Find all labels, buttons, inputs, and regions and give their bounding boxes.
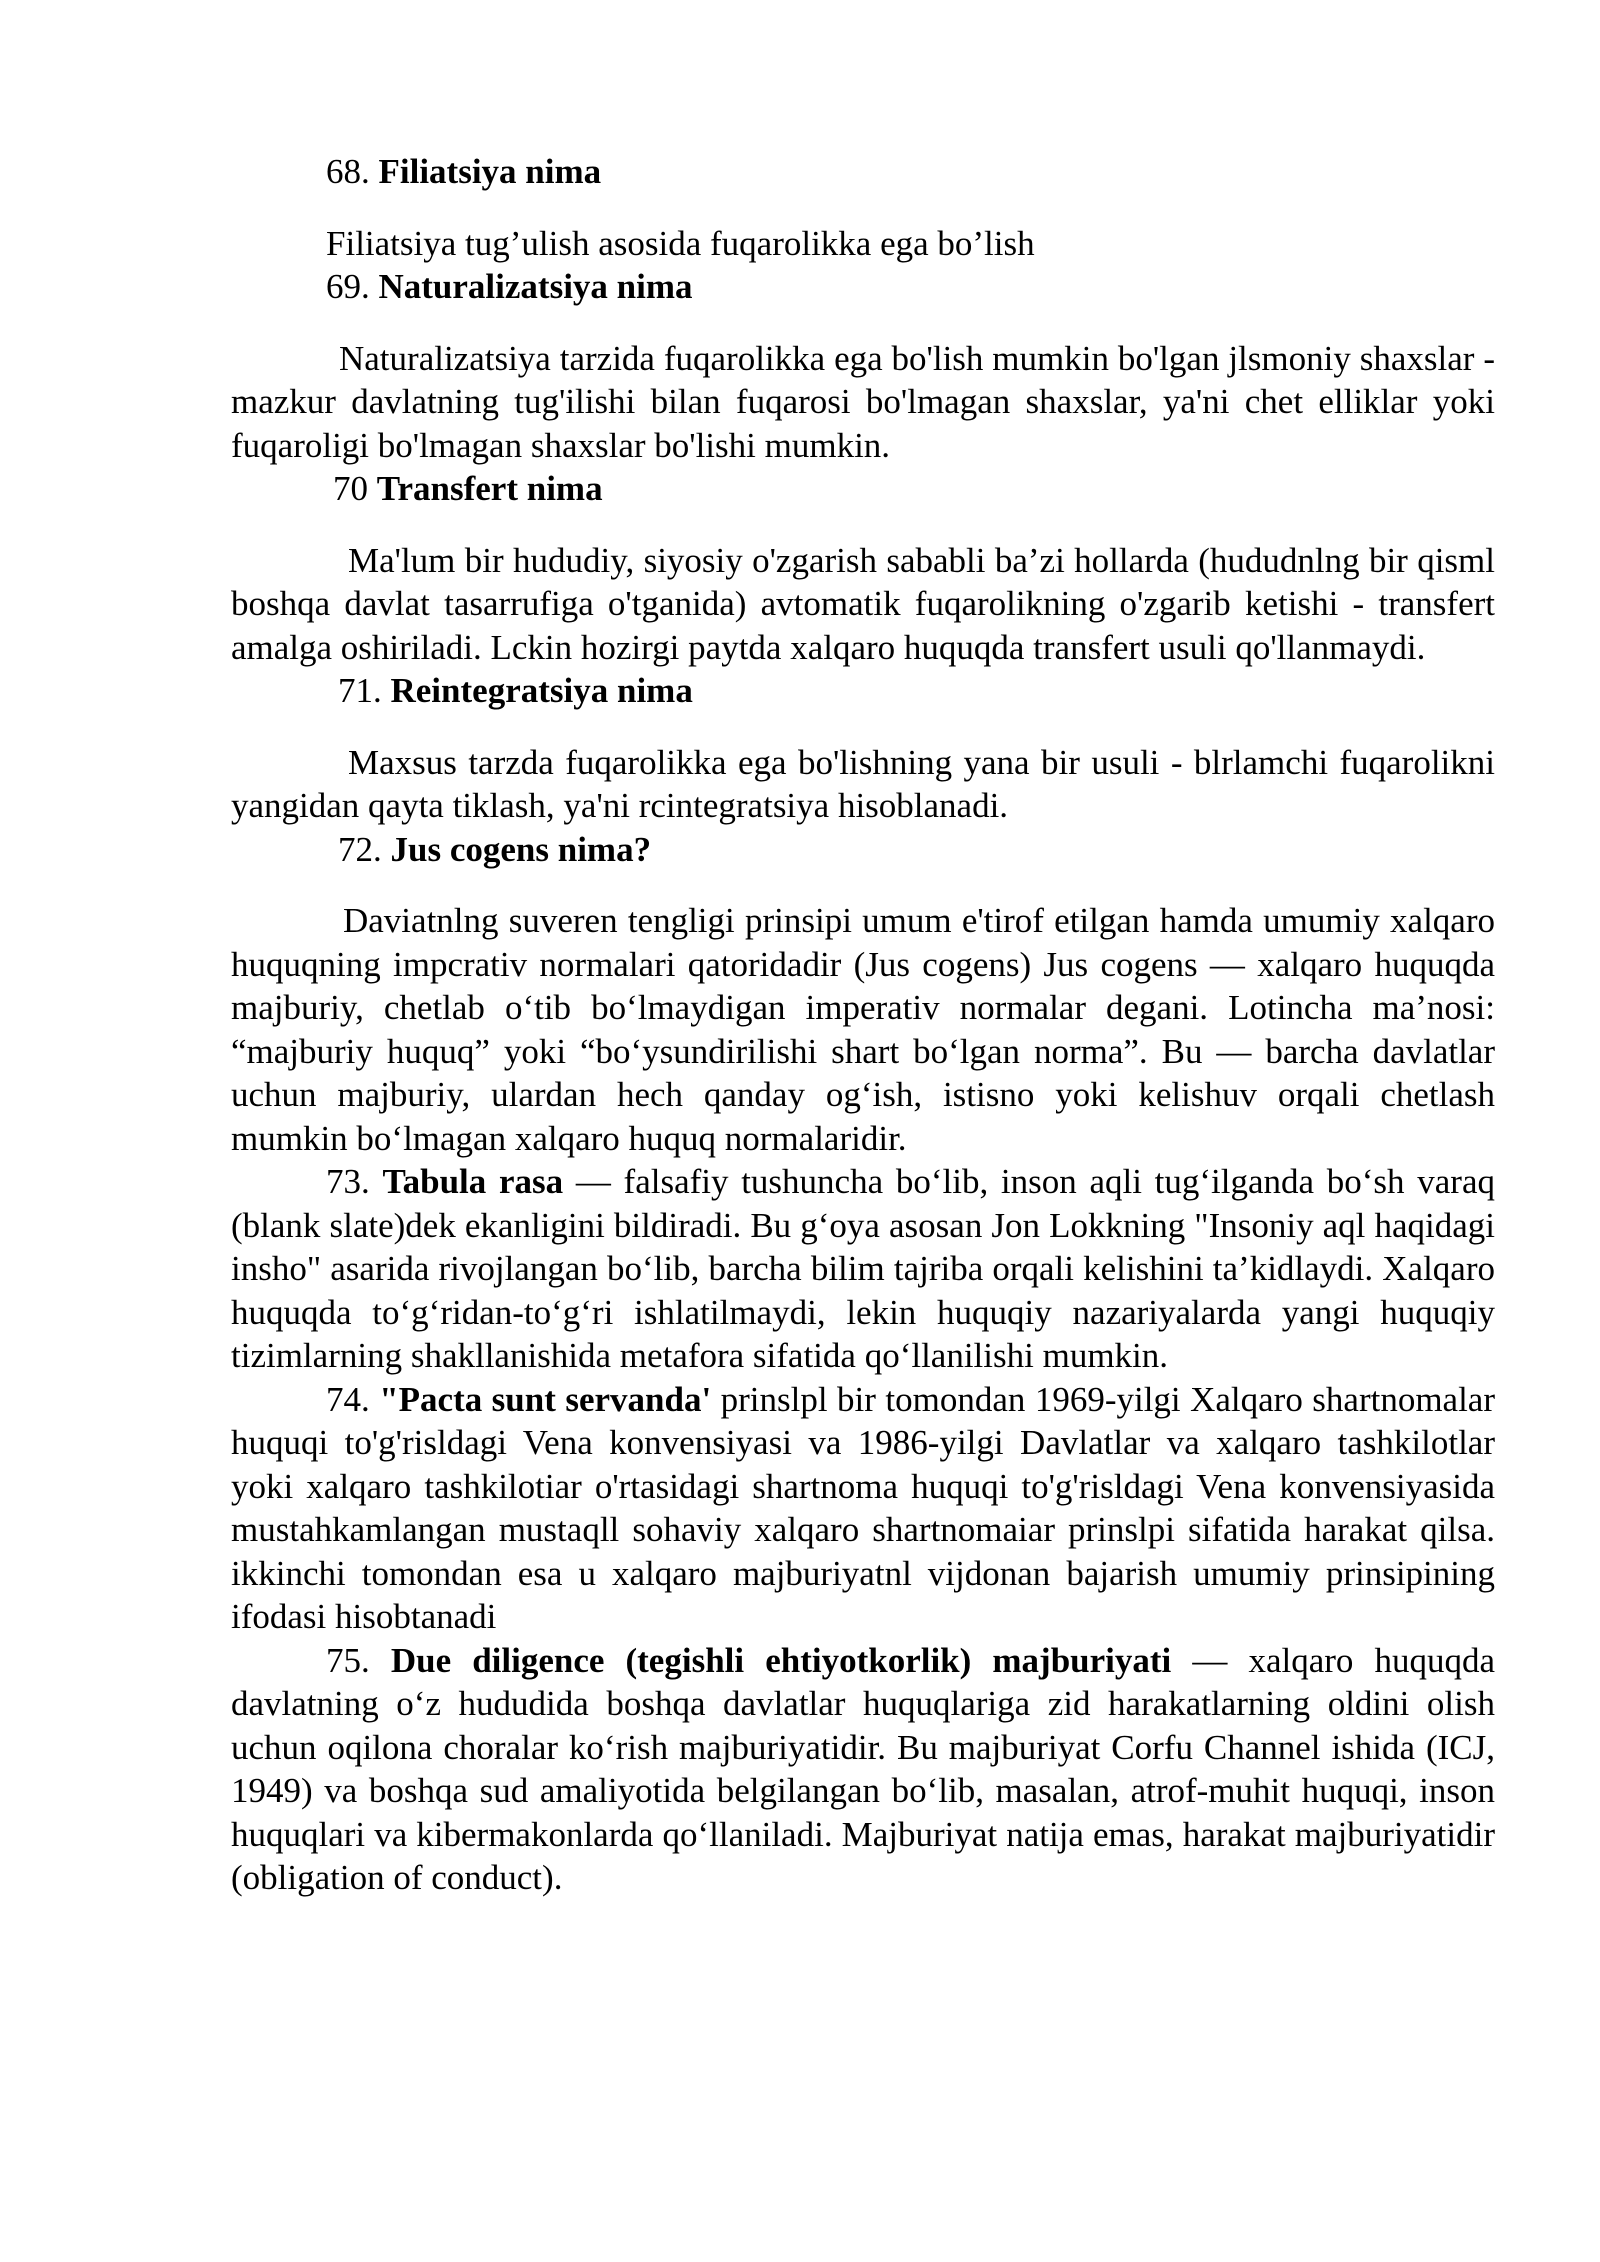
item-number: 70 bbox=[333, 469, 368, 508]
question-heading bbox=[231, 150, 1495, 194]
answer-paragraph: Maxsus tarzda fuqarolikka ega bo'lishning yana bir usuli - blrlamchi fuqarolikni yangidan qayta tiklash, ya'ni rcintegratsiya hisoblanadi. bbox=[231, 742, 1495, 825]
answer-paragraph: Daviatnlng suveren tengligi prinsipi umum e'tirof etilgan hamda umumiy xalqaro huquqning impcrativ normalari qatoridadir (Jus cogens) Jus cogens — xalqaro huquqda majburiy, chetlab o‘tib bo‘lmaydigan imperativ normalar degani. Lotincha ma’nosi: “majburiy huquq” yoki “bo‘ysundirilishi shart bo‘lgan norma”. Bu — barcha davlatlar uchun majburiy, ulardan hech qanday og‘ish, istisno yoki kelishuv orqali chetlash mumkin bo‘lmagan xalqaro huquq normalaridir. bbox=[231, 901, 1495, 1158]
definition-paragraph bbox=[231, 1639, 1495, 1900]
answer-paragraph: Naturalizatsiya tarzida fuqarolikka ega bo'lish mumkin bo'lgan jlsmoniy shaxslar - mazkur davlatning tug'ilishi bilan fuqarosi bo'lmagan shaxslar, ya'ni chet elliklar yoki fuqaroligi bo'lmagan shaxslar bo'lishi mumkin. bbox=[231, 338, 1495, 465]
answer-paragraph: Filiatsiya tug’ulish asosida fuqarolikka ega bo’lish bbox=[326, 223, 1035, 263]
question-heading bbox=[231, 828, 1495, 872]
item-title: Filiatsiya nima bbox=[378, 152, 602, 191]
item-body: — falsafiy tushuncha bo‘lib, inson aqli tug‘ilganda bo‘sh varaq (blank slate)dek ekanligini bildiradi. Bu g‘oya asosan Jon Lokkning "Insoniy aql haqidagi insho" asarida rivojlangan bo‘lib, barcha bilim tajriba orqali kelishini ta’kidlaydi. Xalqaro huquqda to‘g‘ridan-to‘g‘ri ishlatilmaydi, lekin huquqiy nazariyalarda yangi huquqiy tizimlarning shakllanishida metafora sifatida qo‘llanilishi mumkin. bbox=[231, 1162, 1495, 1375]
item-number: 71. bbox=[338, 671, 382, 710]
question-heading bbox=[231, 467, 1495, 511]
item-number: 75. bbox=[326, 1640, 370, 1680]
item-number: 72. bbox=[338, 829, 382, 869]
definition-paragraph bbox=[231, 1378, 1495, 1639]
item-number: 74. bbox=[326, 1379, 370, 1419]
item-title: Reintegratsiya nima bbox=[390, 671, 693, 710]
item-body: — xalqaro huquqda davlatning o‘z hududida boshqa davlatlar huquqlariga zid harakatlarning oldini olish uchun oqilona choralar ko‘rish majburiyatidir. Bu majburiyat Corfu Channel ishida (ICJ, 1949) va boshqa sud amaliyotida belgilangan bo‘lib, masalan, atrof-muhit huquqi, inson huquqlari va kibermakonlarda qo‘llaniladi. Majburiyat natija emas, harakat majburiyatidir (obligation of conduct). bbox=[231, 1640, 1496, 1897]
item-title: Transfert nima bbox=[376, 469, 603, 508]
item-title: Jus cogens nima? bbox=[390, 829, 652, 869]
item-title: Naturalizatsiya nima bbox=[378, 267, 693, 306]
item-number: 73. bbox=[326, 1162, 370, 1201]
item-number: 69. bbox=[326, 267, 370, 306]
definition-paragraph bbox=[231, 1160, 1495, 1378]
document-page bbox=[231, 150, 1495, 1900]
item-title: Due diligence (tegishli ehtiyotkorlik) majburiyati bbox=[390, 1640, 1172, 1680]
item-body: prinslpl bir tomondan 1969-yilgi Xalqaro shartnomalar huquqi to'g'risldagi Vena konvensiyasi va 1986-yilgi Davlatlar va xalqaro tashkilotlar yoki xalqaro tashkilotiar o'rtasidagi shartnoma huquqi to'g'risldagi Vena konvensiyasida mustahkamlangan mustaqll sohaviy xalqaro shartnomaiar prinslpi sifatida harakat qilsa. ikkinchi tomondan esa u xalqaro majburiyatnl vijdonan bajarish umumiy prinsipining ifodasi hisobtanadi bbox=[231, 1379, 1495, 1636]
question-heading bbox=[231, 265, 1495, 309]
question-heading bbox=[231, 669, 1495, 713]
answer-paragraph: Ma'lum bir hududiy, siyosiy o'zgarish sababli ba’zi hollarda (hududnlng bir qisml boshqa davlat tasarrufiga o'tganida) avtomatik fuqarolikning o'zgarib ketishi - transfert amalga oshiriladi. Lckin hozirgi paytda xalqaro huquqda transfert usuli qo'llanmaydi. bbox=[231, 540, 1495, 667]
item-title: Tabula rasa bbox=[382, 1162, 564, 1201]
item-title: "Pacta sunt servanda' bbox=[379, 1379, 712, 1419]
item-number: 68. bbox=[326, 152, 370, 191]
